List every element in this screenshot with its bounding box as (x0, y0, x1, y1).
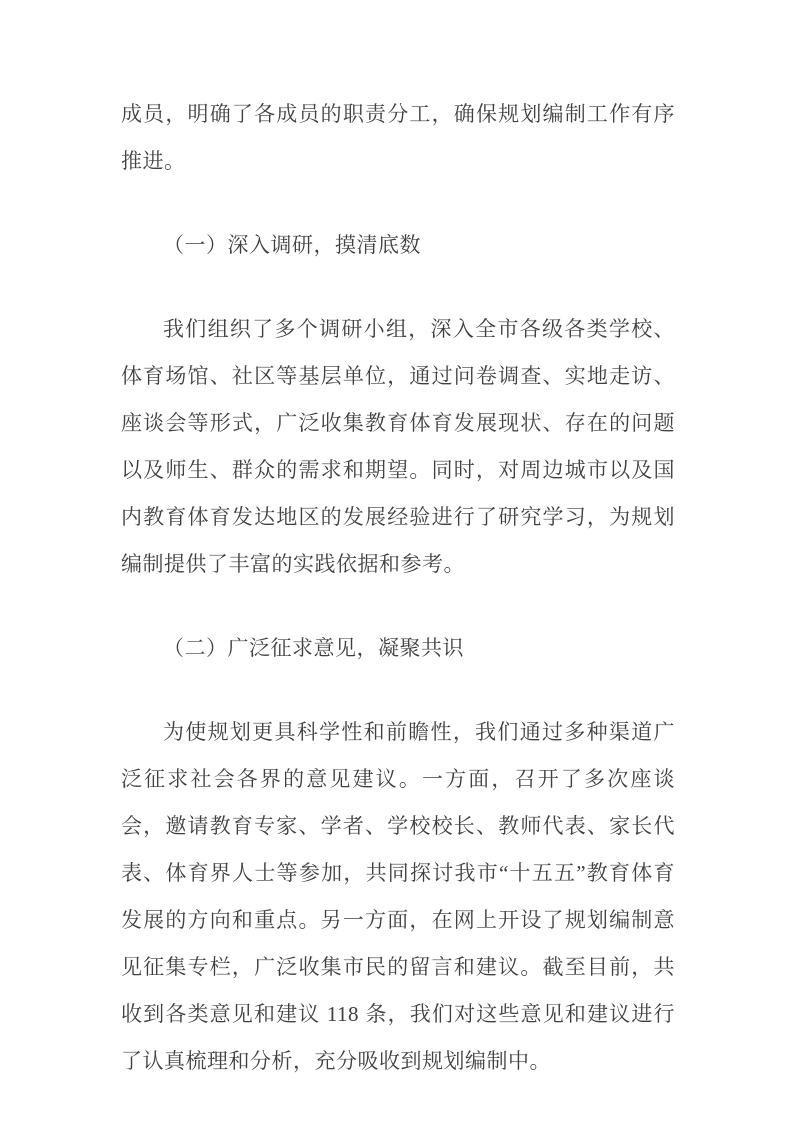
paragraph-research-details: 我们组织了多个调研小组，深入全市各级各类学校、体育场馆、社区等基层单位，通过问卷调查、实地走访、座谈会等形式，广泛收集教育体育发展现状、存在的问题以及师生、群众的需求和期望。同时，对周边城市以及国内教育体育发达地区的发展经验进行了研究学习，为规划编制提供了丰富的实践依据和参考。 (121, 317, 675, 576)
section-heading-opinions: （二）广泛征求意见，凝聚共识 (163, 636, 464, 660)
paragraph-continuation: 成员，明确了各成员的职责分工，确保规划编制工作有序推进。 (121, 102, 675, 173)
paragraph-opinions-details: 为使规划更具科学性和前瞻性，我们通过多种渠道广泛征求社会各界的意见建议。一方面，召开了多次座谈会，邀请教育专家、学者、学校校长、教师代表、家长代表、体育界人士等参加，共同探讨我市“十五五”教育体育发展的方向和重点。另一方面，在网上开设了规划编制意见征集专栏，广泛收集市民的留言和建议。截至目前，共收到各类意见和建议 118 条，我们对这些意见和建议进行了认真梳理和分析，充分吸收到规划编制中。 (121, 720, 675, 1073)
section-heading-research: （一）深入调研，摸清底数 (163, 233, 421, 257)
